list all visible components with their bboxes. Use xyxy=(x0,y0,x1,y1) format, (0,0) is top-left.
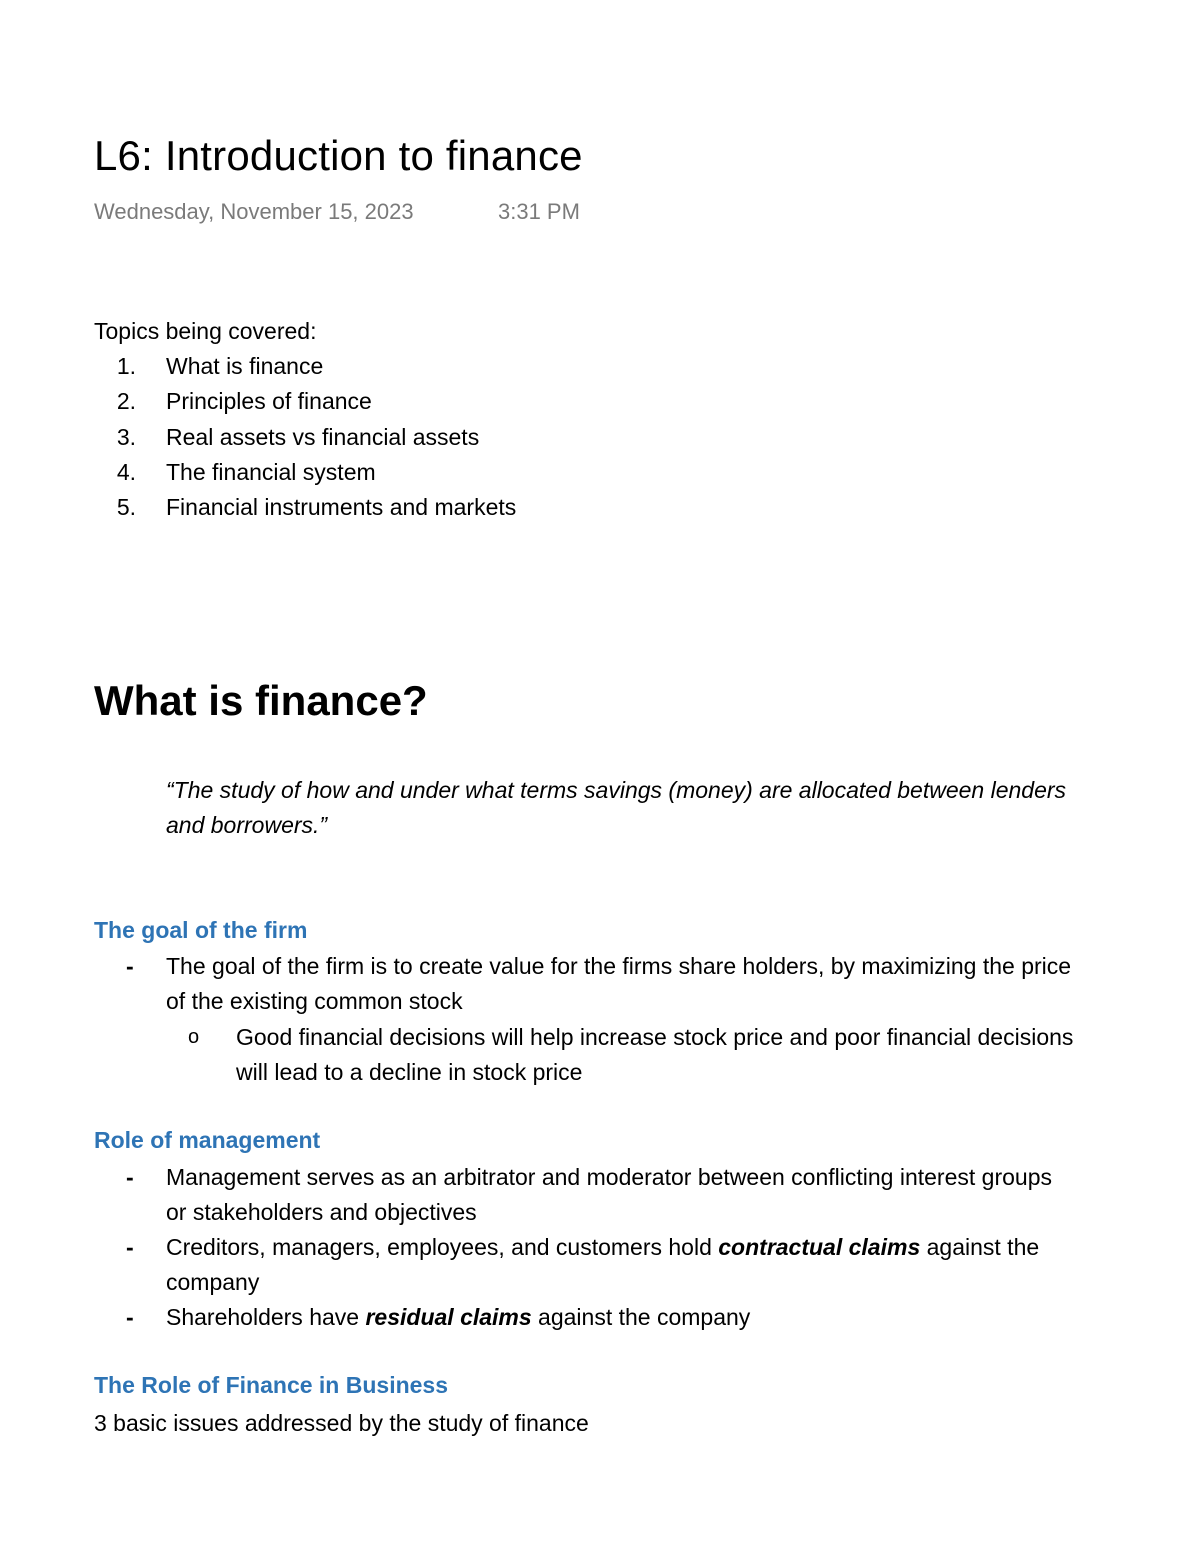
topic-text: Real assets vs financial assets xyxy=(166,423,480,450)
note-date: Wednesday, November 15, 2023 xyxy=(94,199,414,224)
topics-label: Topics being covered: xyxy=(94,318,317,344)
bullet-text xyxy=(166,1300,750,1335)
topic-text: What is finance xyxy=(166,353,324,379)
topic-number: 4. xyxy=(116,458,136,485)
body-text: 3 basic issues addressed by the study of finance xyxy=(94,1410,589,1436)
heading-role-of-management: Role of management xyxy=(94,1127,321,1153)
text-run: Creditors, managers, employees, and customers hold xyxy=(166,1234,719,1260)
bullet-text: or stakeholders and objectives xyxy=(166,1199,477,1226)
text-run: against the company xyxy=(531,1304,751,1330)
dash-bullet: - xyxy=(126,953,134,979)
dash-bullet: - xyxy=(126,1164,134,1190)
note-time: 3:31 PM xyxy=(498,199,580,224)
bullet-text: will lead to a decline in stock price xyxy=(236,1059,583,1086)
dash-bullet: - xyxy=(126,1234,134,1260)
topic-text: Financial instruments and markets xyxy=(166,494,517,521)
emphasis-residual-claims: residual claims xyxy=(365,1304,532,1330)
quote-line: and borrowers.” xyxy=(166,812,328,839)
bullet-text xyxy=(166,1230,1039,1265)
topic-number: 5. xyxy=(116,494,136,521)
bullet-text: company xyxy=(166,1269,260,1296)
topic-number: 3. xyxy=(116,423,136,450)
dash-bullet: - xyxy=(126,1304,134,1330)
bullet-item xyxy=(0,1230,1200,1302)
topic-text: Principles of finance xyxy=(166,388,372,415)
bullet-text: of the existing common stock xyxy=(166,988,463,1015)
text-run: against the xyxy=(920,1234,1040,1260)
bullet-item xyxy=(0,1160,1200,1232)
topic-number: 1. xyxy=(116,353,136,379)
sub-bullet-item xyxy=(0,1020,1200,1092)
bullet-text: Good financial decisions will help increase stock price and poor financial decisions xyxy=(236,1024,1074,1050)
section-heading-what-is-finance: What is finance? xyxy=(94,677,428,724)
bullet-item xyxy=(0,949,1200,1021)
heading-role-of-finance-in-business: The Role of Finance in Business xyxy=(94,1372,449,1398)
page-title: L6: Introduction to finance xyxy=(94,132,583,179)
topic-number: 2. xyxy=(116,388,136,415)
circle-bullet: o xyxy=(188,1026,200,1048)
bullet-text: The goal of the firm is to create value for the firms share holders, by maximizing the price xyxy=(166,953,1072,979)
bullet-text: Management serves as an arbitrator and moderator between conflicting interest groups xyxy=(166,1164,1052,1190)
date-time-line xyxy=(94,199,580,225)
topic-text: The financial system xyxy=(166,458,376,485)
heading-goal-of-firm: The goal of the firm xyxy=(94,917,308,943)
emphasis-contractual-claims: contractual claims xyxy=(718,1234,921,1260)
bullet-item xyxy=(0,1300,1200,1336)
text-run: Shareholders have xyxy=(166,1304,366,1330)
quote-line: “The study of how and under what terms savings (money) are allocated between lenders xyxy=(166,777,1067,803)
